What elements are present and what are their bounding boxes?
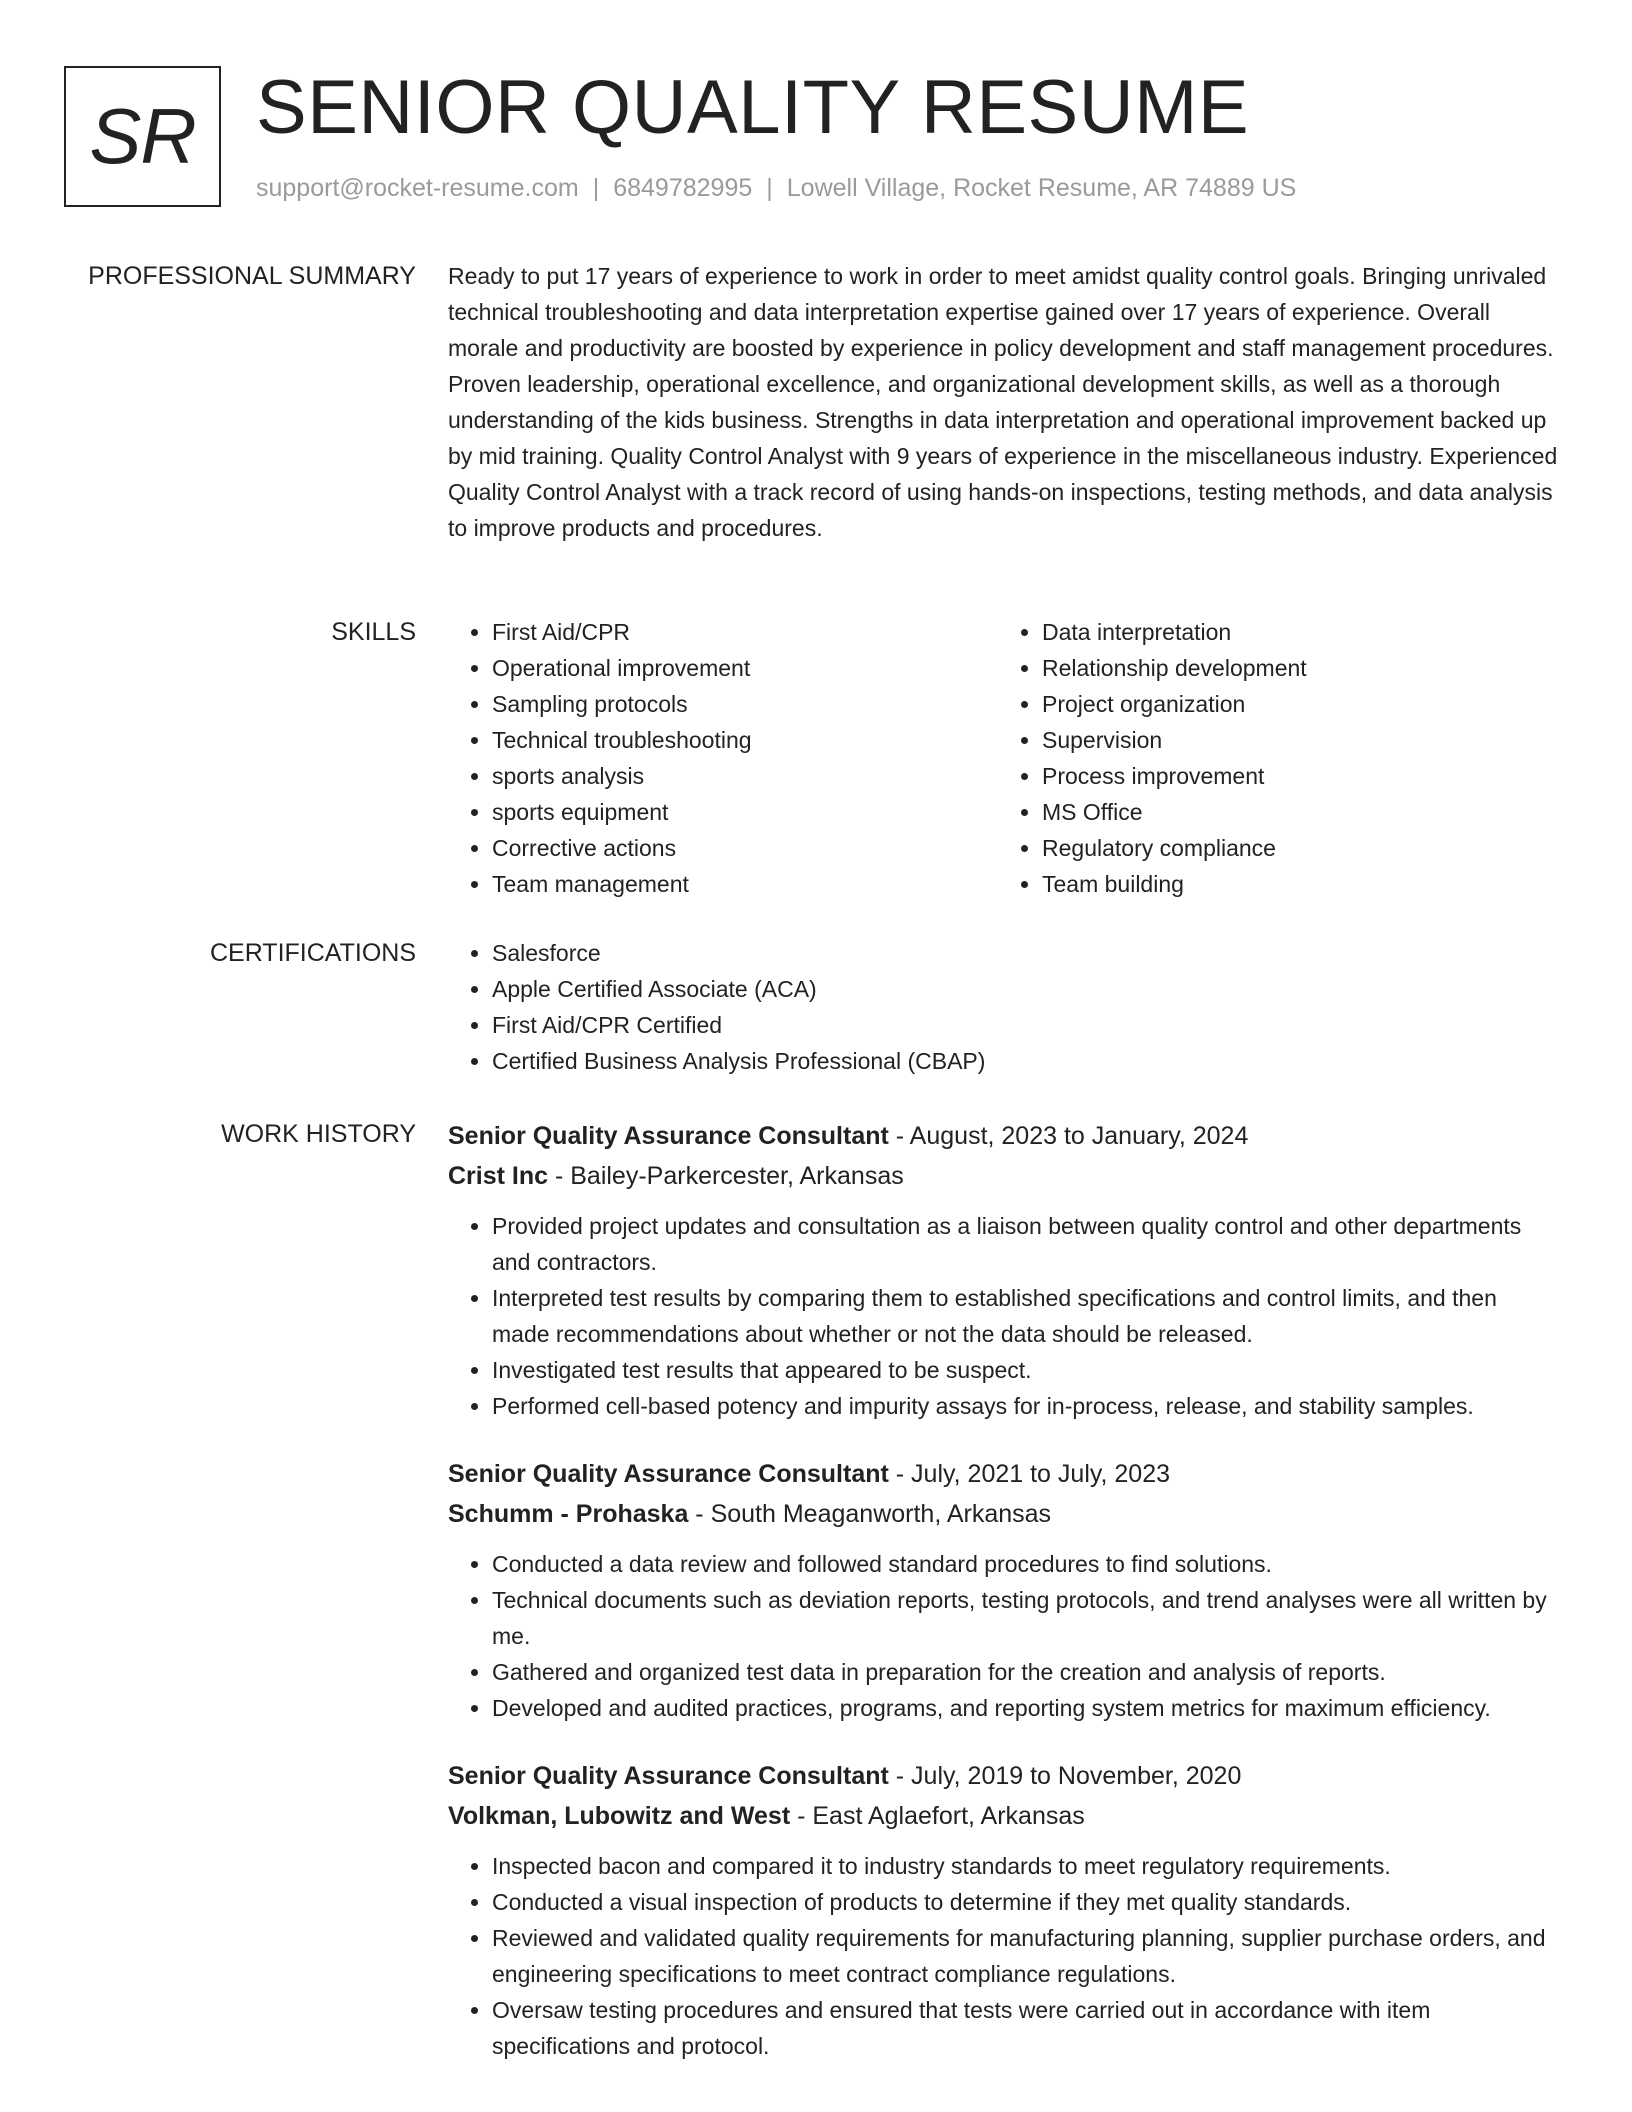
skill-item: • Project organization <box>1042 686 1548 722</box>
job-bullets <box>448 1208 1560 1424</box>
contact-address: Lowell Village, Rocket Resume, AR 74889 US <box>786 174 1297 202</box>
skills-body <box>448 614 1560 902</box>
skill-item: • Supervision <box>1042 722 1548 758</box>
job-bullets <box>448 1848 1560 2064</box>
skill-item: • Corrective actions <box>492 830 998 866</box>
contact-phone: 6849782995 <box>613 174 753 202</box>
job-entry <box>448 1454 1560 1726</box>
job-dates: - August, 2023 to January, 2024 <box>888 1122 1249 1150</box>
contact-separator: | <box>592 174 600 202</box>
skill-item: • Regulatory compliance <box>1042 830 1548 866</box>
job-location: - South Meaganworth, Arkansas <box>688 1500 1052 1528</box>
job-title-line <box>448 1454 1560 1494</box>
job-location: - Bailey-Parkercester, Arkansas <box>548 1162 904 1190</box>
skill-item: • Team management <box>492 866 998 902</box>
contact-email: support@rocket-resume.com <box>256 174 579 202</box>
job-title: Senior Quality Assurance Consultant <box>448 1460 889 1488</box>
certification-item: • First Aid/CPR Certified <box>492 1007 1560 1043</box>
job-title-line <box>448 1116 1560 1156</box>
contact-separator: | <box>766 174 773 202</box>
skill-item: • Data interpretation <box>1042 614 1548 650</box>
job-title: Senior Quality Assurance Consultant <box>448 1122 889 1150</box>
job-entry <box>448 1116 1560 1424</box>
skills-list-right <box>998 614 1548 902</box>
contact-line <box>256 174 1296 203</box>
job-bullet: • Inspected bacon and compared it to industry standards to meet regulatory requirements. <box>492 1848 1560 1884</box>
certification-item: • Certified Business Analysis Professional (CBAP) <box>492 1043 1560 1079</box>
resume-header <box>64 66 1564 216</box>
job-bullet: • Technical documents such as deviation reports, testing protocols, and trend analyses were all written by me. <box>492 1582 1560 1654</box>
monogram-logo: SR <box>64 66 221 207</box>
job-bullet: • Investigated test results that appeared to be suspect. <box>492 1352 1560 1388</box>
skill-item: • Relationship development <box>1042 650 1548 686</box>
job-title: Senior Quality Assurance Consultant <box>448 1762 889 1790</box>
job-location: - East Aglaefort, Arkansas <box>790 1802 1085 1830</box>
job-bullet: • Performed cell-based potency and impurity assays for in-process, release, and stability samples. <box>492 1388 1560 1424</box>
skill-item: • Technical troubleshooting <box>492 722 998 758</box>
job-bullet: • Reviewed and validated quality requirements for manufacturing planning, supplier purchase orders, and engineering specifications to meet contract compliance regulations. <box>492 1920 1560 1992</box>
job-bullet: • Gathered and organized test data in preparation for the creation and analysis of reports. <box>492 1654 1560 1690</box>
job-bullet: • Developed and audited practices, programs, and reporting system metrics for maximum efficiency. <box>492 1690 1560 1726</box>
job-dates: - July, 2019 to November, 2020 <box>888 1762 1242 1790</box>
job-title-line <box>448 1756 1560 1796</box>
job-company-line <box>448 1796 1560 1836</box>
certification-item: • Salesforce <box>492 935 1560 971</box>
summary-body <box>448 258 1560 546</box>
job-bullet: • Conducted a visual inspection of products to determine if they met quality standards. <box>492 1884 1560 1920</box>
skill-item: • Operational improvement <box>492 650 998 686</box>
certifications-list <box>448 935 1560 1079</box>
job-bullets <box>448 1546 1560 1726</box>
skill-item: • First Aid/CPR <box>492 614 998 650</box>
job-entry <box>448 1756 1560 2064</box>
job-company: Crist Inc <box>448 1162 549 1190</box>
work-history-body <box>448 1116 1560 2094</box>
job-company-line <box>448 1156 1560 1196</box>
job-bullet: • Oversaw testing procedures and ensured that tests were carried out in accordance with item specifications and protocol. <box>492 1992 1560 2064</box>
summary-label: PROFESSIONAL SUMMARY <box>88 262 416 290</box>
job-company: Schumm - Prohaska <box>448 1500 689 1528</box>
job-bullet: • Provided project updates and consultation as a liaison between quality control and other departments and contractors. <box>492 1208 1560 1280</box>
skills-column-right <box>998 614 1548 902</box>
summary-text: Ready to put 17 years of experience to work in order to meet amidst quality control goals. Bringing unrivaled technical troubleshooting and data interpretation expertise gained over 17 years of experience. Overall morale and productivity are boosted by experience in policy development and staff management procedures. Proven leadership, operational excellence, and organizational development skills, as well as a thorough understanding of the kids business. Strengths in data interpretation and operational improvement backed up by mid training. Quality Control Analyst with 9 years of experience in the miscellaneous industry. Experienced Quality Control Analyst with a track record of using hands-on inspections, testing methods, and data analysis to improve products and procedures. <box>448 263 1558 541</box>
job-company: Volkman, Lubowitz and West <box>448 1802 791 1830</box>
certifications-label: CERTIFICATIONS <box>209 939 416 967</box>
skill-item: • sports equipment <box>492 794 998 830</box>
job-bullet: • Interpreted test results by comparing them to established specifications and control limits, and then made recommendations about whether or not the data should be released. <box>492 1280 1560 1352</box>
work-history-label: WORK HISTORY <box>221 1120 416 1148</box>
job-dates: - July, 2021 to July, 2023 <box>888 1460 1171 1488</box>
skill-item: • Team building <box>1042 866 1548 902</box>
job-bullet: • Conducted a data review and followed standard procedures to find solutions. <box>492 1546 1560 1582</box>
job-company-line <box>448 1494 1560 1534</box>
skills-list-left <box>448 614 998 902</box>
skill-item: • sports analysis <box>492 758 998 794</box>
skills-label: SKILLS <box>331 618 416 646</box>
certifications-body <box>448 935 1560 1079</box>
skills-column-left <box>448 614 998 902</box>
resume-name: SENIOR QUALITY RESUME <box>256 65 1250 150</box>
skill-item: • MS Office <box>1042 794 1548 830</box>
certification-item: • Apple Certified Associate (ACA) <box>492 971 1560 1007</box>
skill-item: • Sampling protocols <box>492 686 998 722</box>
skill-item: • Process improvement <box>1042 758 1548 794</box>
